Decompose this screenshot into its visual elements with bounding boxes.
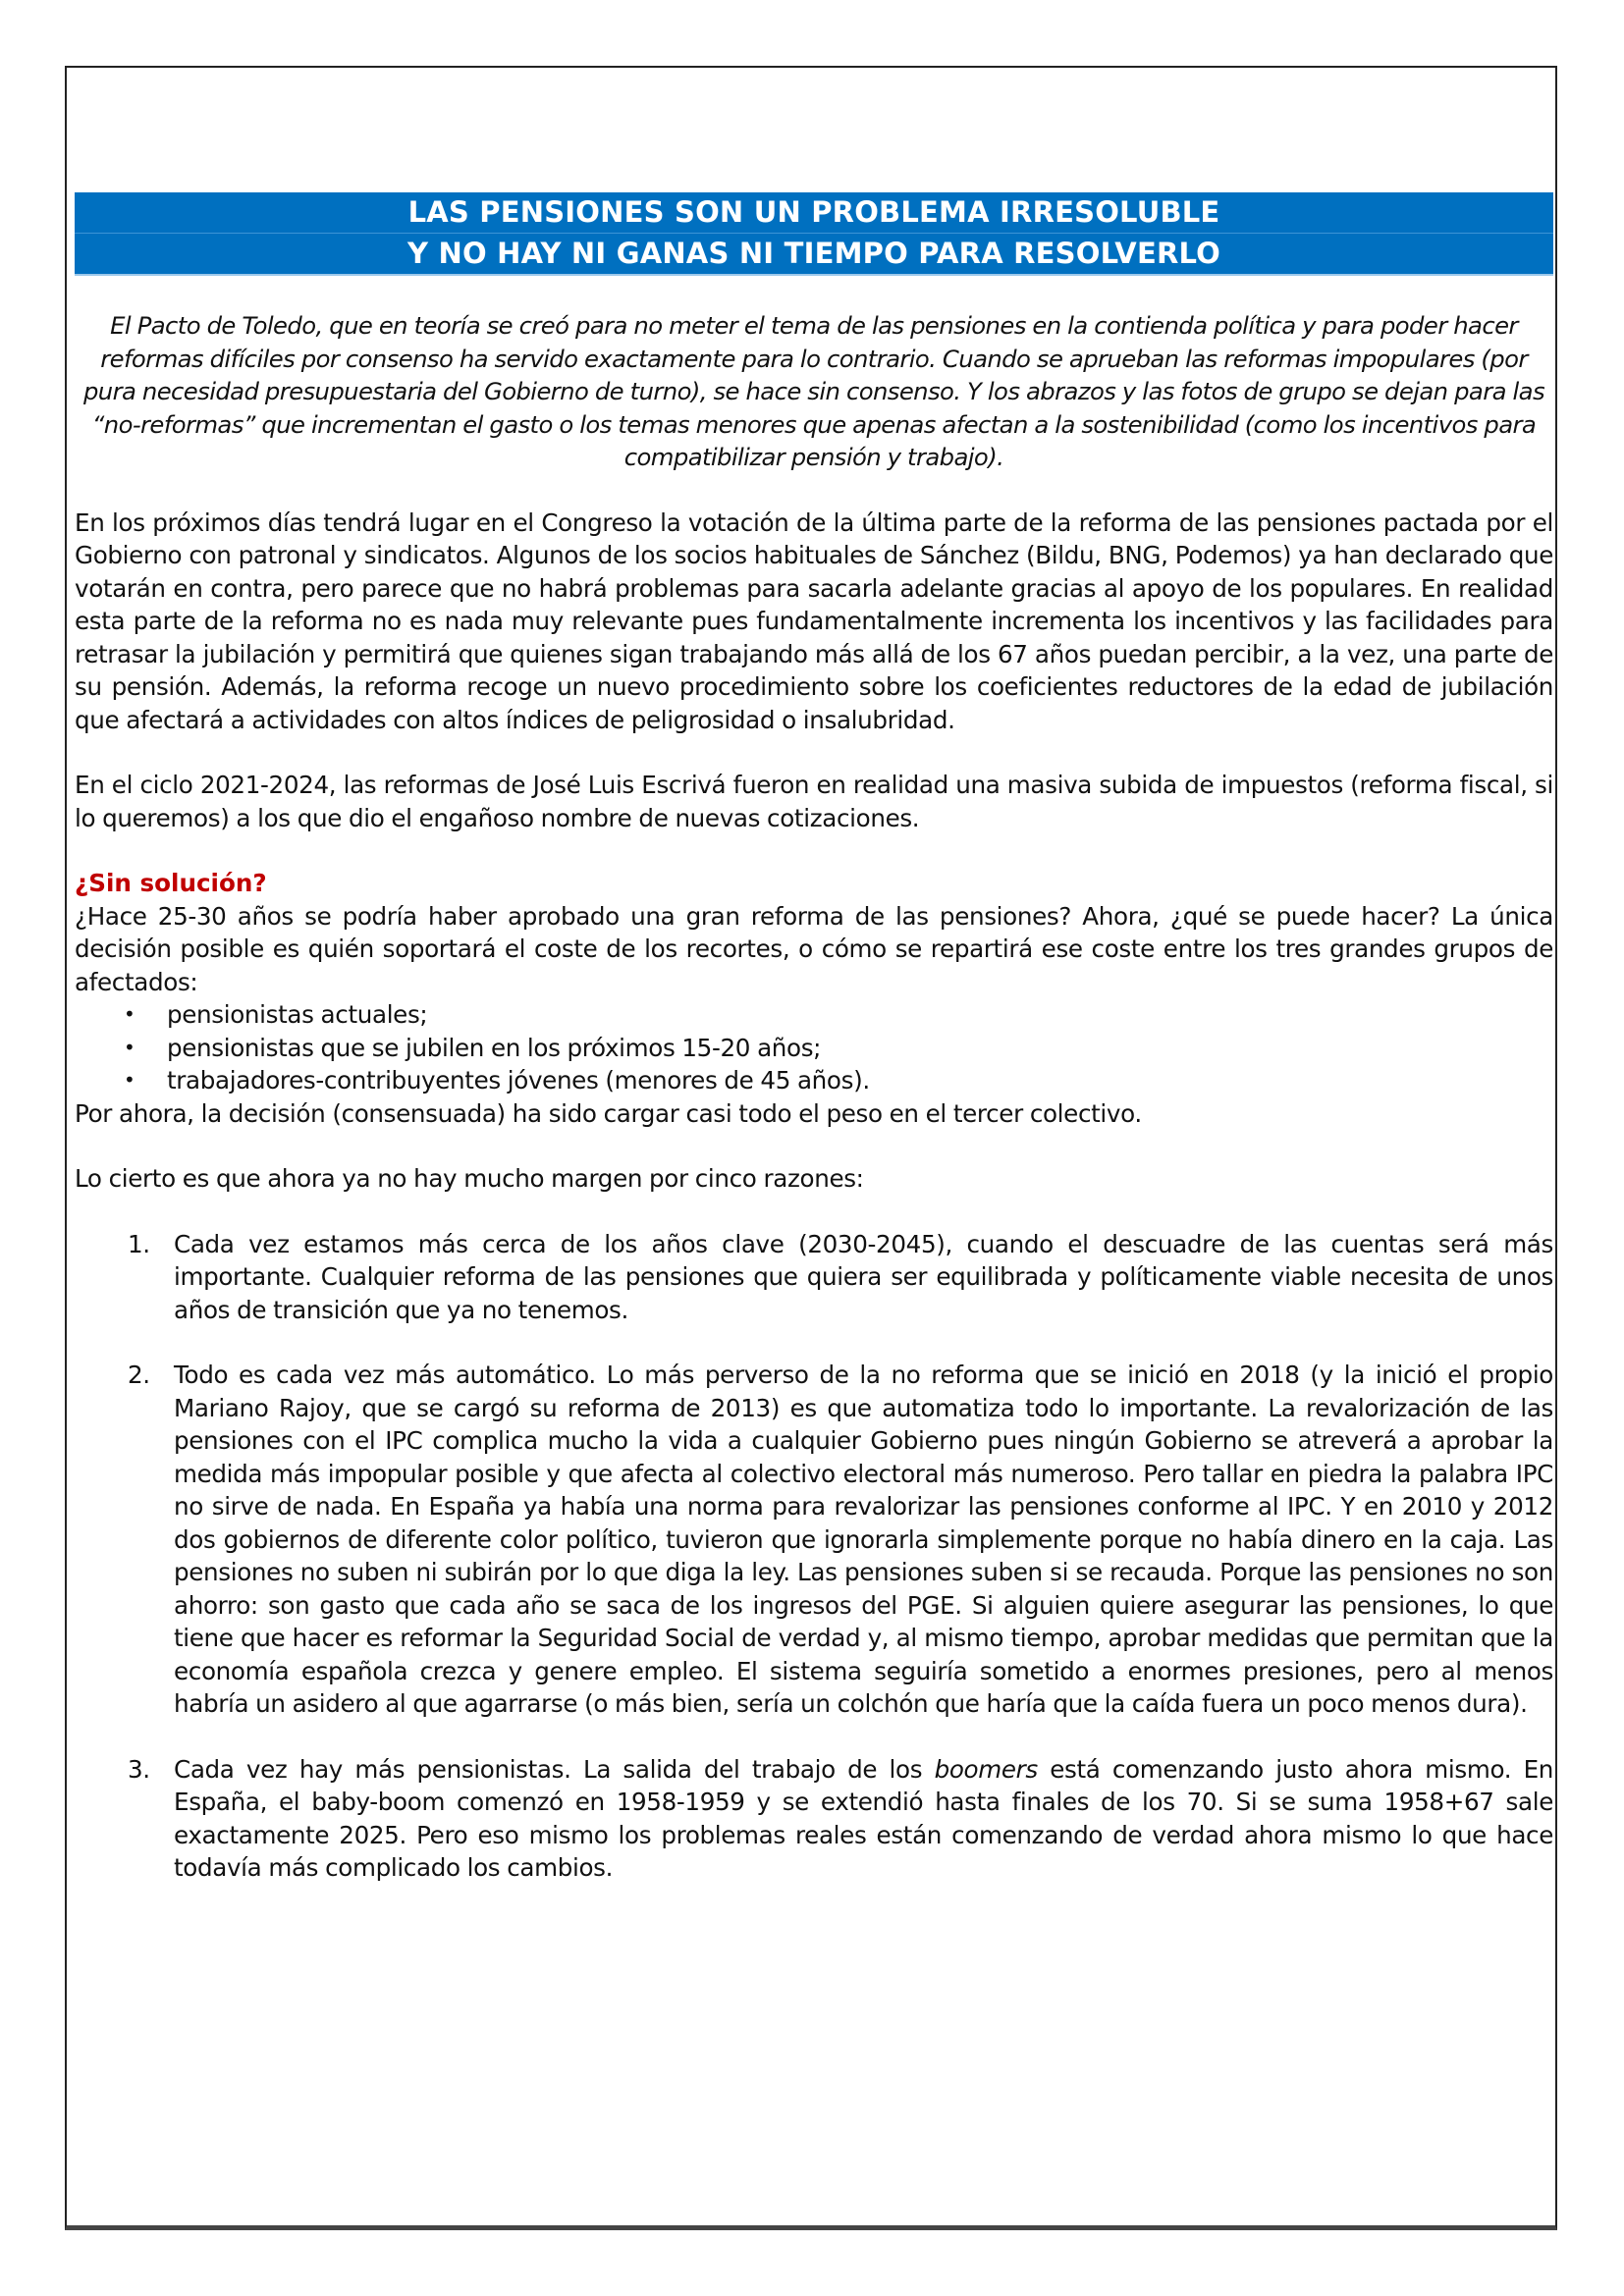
list-item — [124, 1032, 1553, 1065]
intro-paragraph: El Pacto de Toledo, que en teoría se creó para no meter el tema de las pensiones en la contienda política y para poder hacer reformas difíciles por consenso ha servido exactamente para lo contrario. Cuando se aprueban las reformas impopulares (por pura necesidad presupuestaria del Gobierno de turno), se hace sin consenso. Y los abrazos y las fotos de grupo se dejan para las “no-reformas” que incrementan el gasto o los temas menores que apenas afectan a la sostenibilidad (como los incentivos para compatibilizar pensión y trabajo). — [82, 311, 1545, 471]
list-item — [124, 1064, 1553, 1097]
reason-item-1 — [75, 1228, 1553, 1327]
spacer — [75, 736, 1553, 769]
reason-number: 2. — [128, 1361, 150, 1389]
bullet-icon: • — [124, 1035, 135, 1059]
reason-text-end: está comenzando justo ahora mismo. En España, el baby-boom comenzó en 1958-1959 y se extendió hasta finales de los 70. Si se suma 1958+67 sale exactamente 2025. Pero eso mismo los problemas reales están comenzando de verdad ahora mismo lo que hace todavía más complicado los cambios. — [174, 1754, 1553, 1882]
spacer — [75, 1196, 1553, 1228]
list-item — [124, 998, 1553, 1032]
title-line-1: LAS PENSIONES SON UN PROBLEMA IRRESOLUBLE — [75, 192, 1553, 234]
reason-text: Cada vez estamos más cerca de los años clave (2030-2045), cuando el descuadre de las cuentas será más importante. Cualquier reforma de las pensiones que quiera ser equilibrada y políticamente viable necesita de unos años de transición que ya no tenemos. — [174, 1229, 1553, 1324]
reason-item-3 — [75, 1753, 1553, 1885]
spacer — [75, 1721, 1553, 1753]
affected-groups-list — [75, 998, 1553, 1097]
reason-item-2 — [75, 1359, 1553, 1721]
after-bullets-paragraph: Por ahora, la decisión (consensuada) ha sido cargar casi todo el peso en el tercer colectivo. — [75, 1098, 1142, 1128]
reason-text-italic: boomers — [934, 1754, 1038, 1784]
spacer — [75, 474, 1553, 507]
title-banner — [75, 192, 1553, 276]
reason-text: Todo es cada vez más automático. Lo más perverso de la no reforma que se inició en 2018 (y la inició el propio Mariano Rajoy, que se cargó su reforma de 2013) es que automatiza todo lo importante. La revalorización de las pensiones con el IPC complica mucho la vida a cualquier Gobierno pues ningún Gobierno se atreverá a aprobar la medida más impopular posible y que afecta al colectivo electoral más numeroso. Pero tallar en piedra la palabra IPC no sirve de nada. En España ya había una norma para revalorizar las pensiones conforme al IPC. Y en 2010 y 2012 dos gobiernos de diferente color político, tuvieron que ignorarla simplemente porque no había dinero en la caja. Las pensiones no suben ni subirán por lo que diga la ley. Las pensiones suben si se recauda. Porque las pensiones no son ahorro: son gasto que cada año se saca de los ingresos del PGE. Si alguien quiere asegurar las pensiones, lo que tiene que hacer es reformar la Seguridad Social de verdad y, al mismo tiempo, aprobar medidas que permitan que la economía española crezca y genere empleo. El sistema seguiría sometido a enormes presiones, pero al menos habría un asidero al que agarrarse (o más bien, sería un colchón que haría que la caída fuera un poco menos dura). — [174, 1361, 1553, 1718]
document-body — [75, 192, 1553, 1885]
paragraph-congreso-votacion: En los próximos días tendrá lugar en el Congreso la votación de la última parte de la reforma de las pensiones pactada por el Gobierno con patronal y sindicatos. Algunos de los socios habituales de Sánchez (Bildu, BNG, Podemos) ya han declarado que votarán en contra, pero parece que no habrá problemas para sacarla adelante gracias al apoyo de los populares. En realidad esta parte de la reforma no es nada muy relevante pues fundamentalmente incrementa los incentivos y las facilidades para retrasar la jubilación y permitirá que quienes sigan trabajando más allá de los 67 años puedan percibir, a la vez, una parte de su pensión. Además, la reforma recoge un nuevo procedimiento sobre los coeficientes reductores de la edad de jubilación que afectará a actividades con altos índices de peligrosidad o insalubridad. — [75, 507, 1553, 734]
reason-number: 3. — [128, 1754, 150, 1784]
reasons-intro: Lo cierto es que ahora ya no hay mucho margen por cinco razones: — [75, 1164, 864, 1193]
reason-text-start: Cada vez hay más pensionistas. La salida del trabajo de los — [174, 1754, 935, 1784]
reason-number: 1. — [128, 1229, 150, 1258]
section-lead: ¿Hace 25-30 años se podría haber aprobado una gran reforma de las pensiones? Ahora, ¿qué se puede hacer? La única decisión posible es quién soportará el coste de los recortes, o cómo se repartirá ese coste entre los tres grandes grupos de afectados: — [75, 901, 1553, 996]
bullet-icon: • — [124, 1068, 135, 1092]
reasons-list — [75, 1228, 1553, 1885]
bullet-icon: • — [124, 1002, 135, 1026]
paragraph-escriva: En el ciclo 2021-2024, las reformas de José Luis Escrivá fueron en realidad una masiva subida de impuestos (reforma fiscal, si lo queremos) a los que dio el engañoso nombre de nuevas cotizaciones. — [75, 771, 1553, 832]
section-heading: ¿Sin solución? — [75, 869, 267, 897]
list-item-text: pensionistas actuales; — [167, 1000, 428, 1029]
spacer — [75, 834, 1553, 867]
spacer — [75, 1326, 1553, 1359]
title-line-2: Y NO HAY NI GANAS NI TIEMPO PARA RESOLVERLO — [75, 234, 1553, 276]
list-item-text: pensionistas que se jubilen en los próximos 15-20 años; — [167, 1033, 822, 1062]
spacer — [75, 1130, 1553, 1162]
list-item-text: trabajadores-contribuyentes jóvenes (menores de 45 años). — [167, 1066, 870, 1095]
